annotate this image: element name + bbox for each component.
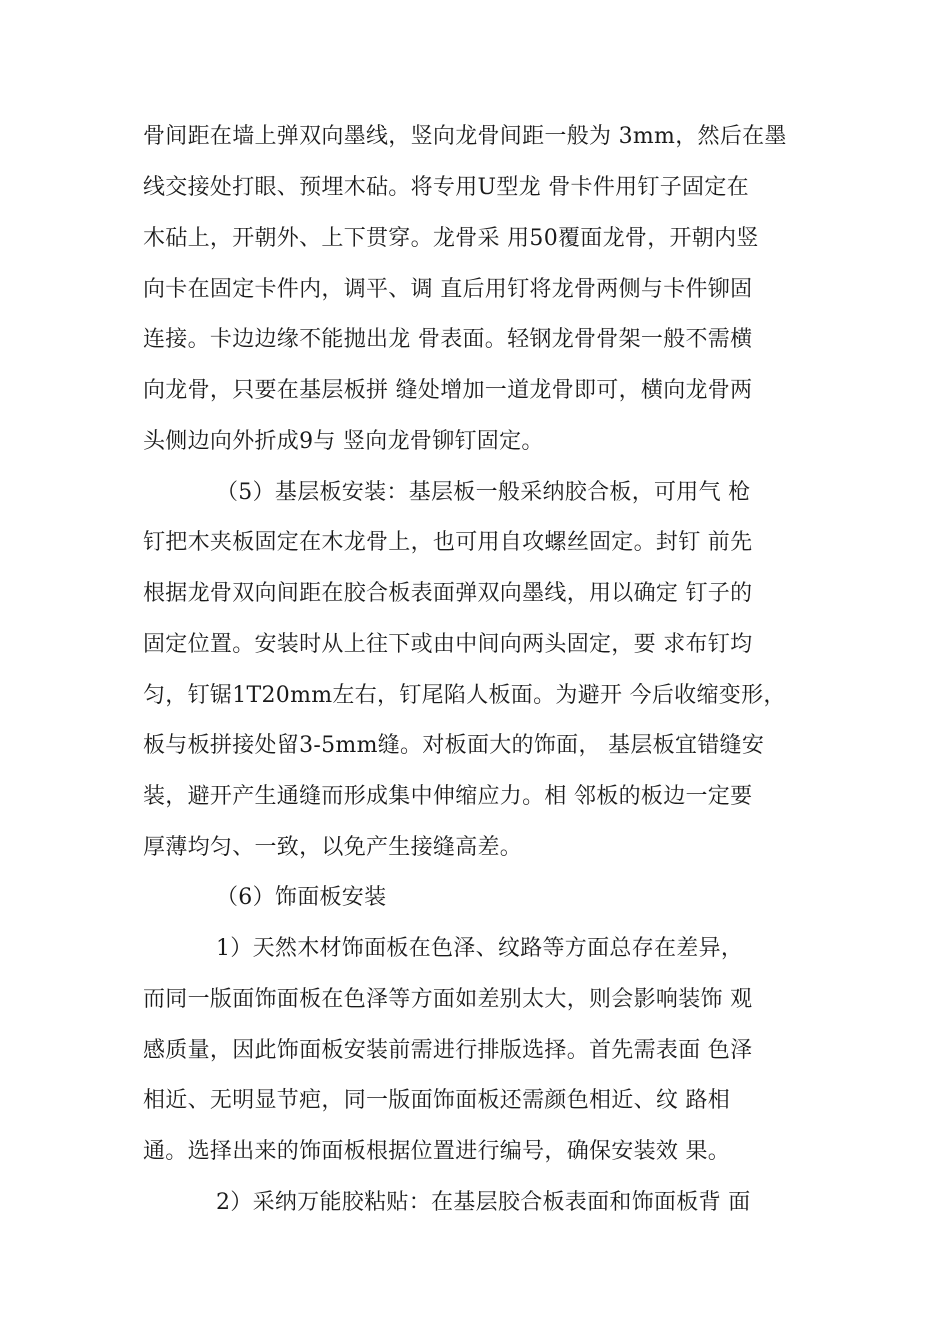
paragraph-line: 感质量，因此饰面板安装前需进行排版选择。首先需表面 色泽: [143, 1038, 753, 1063]
paragraph-line: 向卡在固定卡件内，调平、调 直后用钉将龙骨两侧与卡件铆固: [143, 277, 753, 302]
item-1-start-line: 1）天然木材饰面板在色泽、纹路等方面总存在差异，: [216, 936, 744, 961]
paragraph-line: 线交接处打眼、预埋木砧。将专用U型龙 骨卡件用钉子固定在: [143, 175, 749, 200]
paragraph-line: 相近、无明显节疤，同一版面饰面板还需颜色相近、纹 路相: [143, 1088, 731, 1113]
paragraph-line: 向龙骨，只要在基层板拼 缝处增加一道龙骨即可，横向龙骨两: [143, 378, 753, 403]
section-5-heading-line: （5）基层板安装：基层板一般采纳胶合板，可用气 枪: [216, 480, 751, 505]
paragraph-line: 板与板拼接处留3-5mm缝。对板面大的饰面， 基层板宜错缝安: [143, 733, 765, 758]
paragraph-line: 厚薄均匀、一致，以免产生接缝高差。: [143, 835, 523, 860]
paragraph-line: 根据龙骨双向间距在胶合板表面弹双向墨线，用以确定 钉子的: [143, 581, 753, 606]
section-6-heading: （6）饰面板安装: [216, 885, 387, 910]
item-2-start-line: 2）采纳万能胶粘贴：在基层胶合板表面和饰面板背 面: [216, 1190, 751, 1215]
paragraph-line: 木砧上，开朝外、上下贯穿。龙骨采 用50覆面龙骨，开朝内竖: [143, 226, 759, 251]
paragraph-line: 头侧边向外折成9与 竖向龙骨铆钉固定。: [143, 429, 544, 454]
paragraph-line: 固定位置。安装时从上往下或由中间向两头固定，要 求布钉均: [143, 632, 753, 657]
paragraph-line: 钉把木夹板固定在木龙骨上，也可用自攻螺丝固定。封钉 前先: [143, 530, 753, 555]
paragraph-line: 通。选择出来的饰面板根据位置进行编号，确保安装效 果。: [143, 1139, 731, 1164]
paragraph-line: 装，避开产生通缝而形成集中伸缩应力。相 邻板的板边一定要: [143, 784, 753, 809]
paragraph-line: 而同一版面饰面板在色泽等方面如差别太大，则会影响装饰 观: [143, 987, 753, 1012]
paragraph-line: 连接。卡边边缘不能抛出龙 骨表面。轻钢龙骨骨架一般不需横: [143, 327, 753, 352]
paragraph-line: 骨间距在墙上弹双向墨线，竖向龙骨间距一般为 3mm，然后在墨: [143, 124, 787, 149]
paragraph-line: 匀，钉锯1T20mm左右，钉尾陷人板面。为避开 今后收缩变形，: [143, 683, 786, 708]
